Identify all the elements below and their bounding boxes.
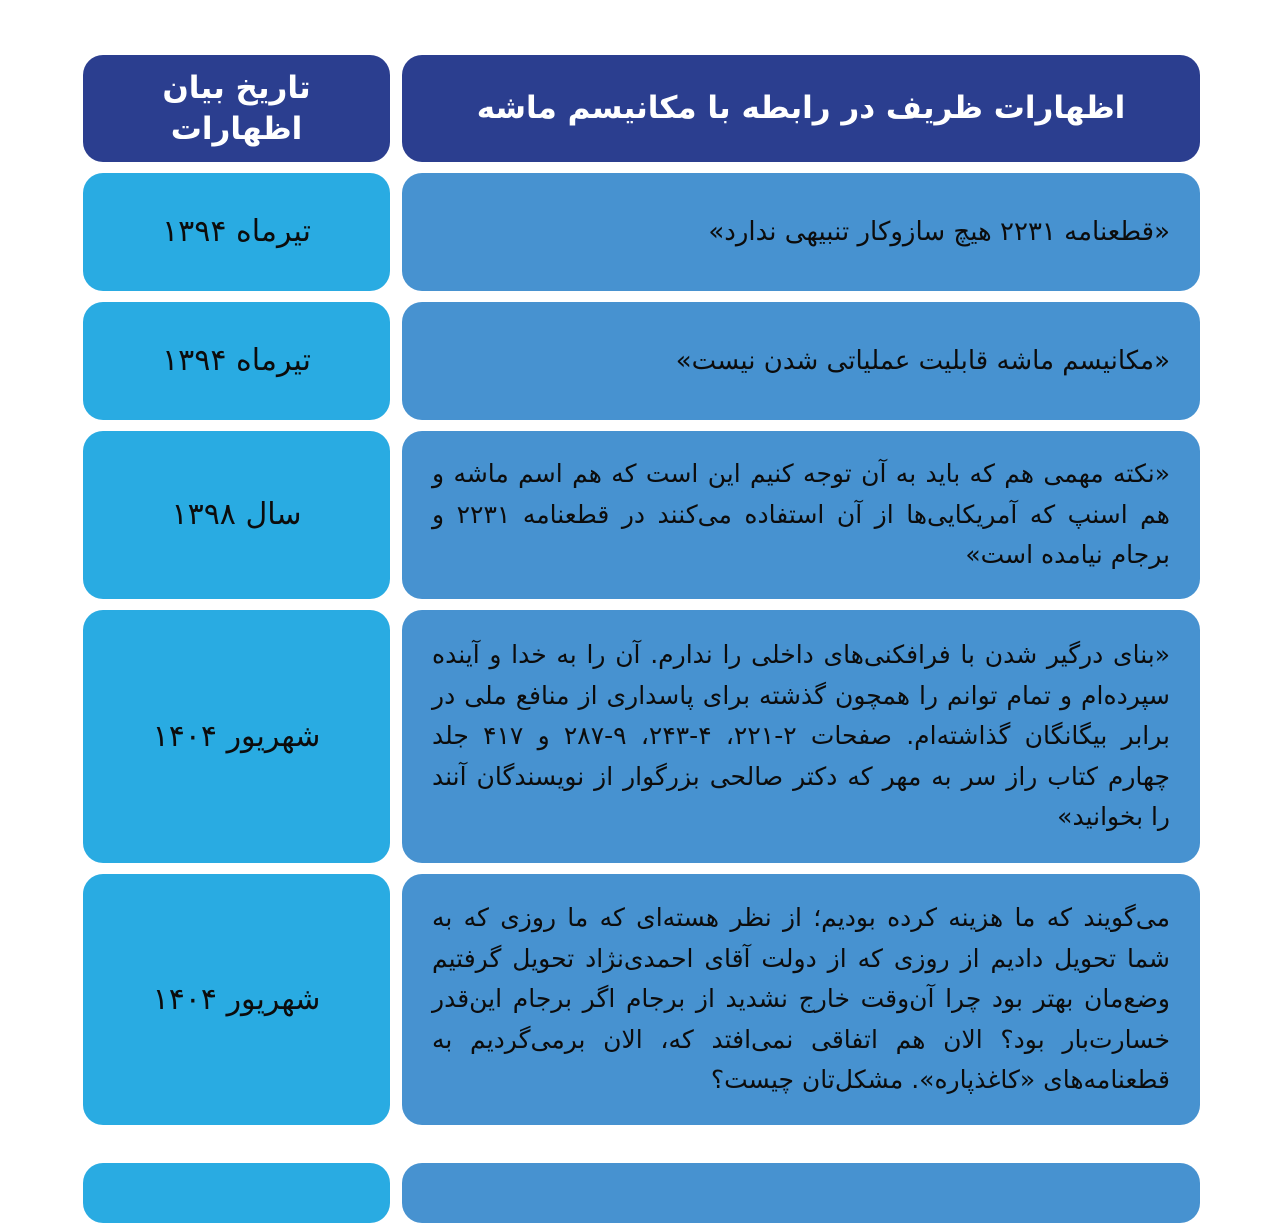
table-row — [83, 610, 1200, 863]
statement-cell — [402, 610, 1200, 863]
table-row — [83, 173, 1200, 291]
statement-cell — [402, 173, 1200, 291]
date-column-header-label: تاریخ بیان اظهارات — [162, 70, 311, 147]
statement-cell — [402, 302, 1200, 420]
table-row — [83, 302, 1200, 420]
statement-text: «بنای درگیر شدن با فرافکنی‌های داخلی را ندارم. آن را به خدا و آینده سپرده‌ام و تمام توانم را همچون گذشته برای پاسداری از منافع ملی در برابر بیگانگان گذاشته‌ام. صفحات ⁦۲۲۱-۲⁩، ⁦۲۴۳-۴⁩، ⁦۲۸۷-۹⁩ و ۴۱۷ جلد چهارم کتاب راز سر به مهر که دکتر صالحی بزرگوار از نویسندگان آنند را بخوانید» — [432, 640, 1170, 832]
statement-text: «نکته مهمی هم که باید به آن توجه کنیم این است که هم اسم ماشه و هم اسنپ که آمریکایی‌ها از آن استفاده می‌کنند در قطعنامه ۲۲۳۱ و برجام نیامده است» — [432, 459, 1170, 570]
date-cell — [83, 610, 390, 863]
date-column-header — [83, 55, 390, 162]
date-cell-clipped — [83, 1163, 390, 1223]
statements-column-header-label: اظهارات ظریف در رابطه با مکانیسم ماشه — [476, 90, 1126, 127]
statements-column-header — [402, 55, 1200, 162]
date-cell — [83, 302, 390, 420]
statement-text: «قطعنامه ۲۲۳۱ هیچ سازوکار تنبیهی ندارد» — [708, 216, 1170, 247]
date-cell — [83, 874, 390, 1125]
statement-text: می‌گویند که ما هزینه کرده بودیم؛ از نظر هسته‌ای که ما روزی که به شما تحویل دادیم از روزی که از دولت آقای احمدی‌نژاد تحویل گرفتیم وضع‌مان بهتر بود چرا آن‌وقت خارج نشدید از برجام اگر برجام این‌قدر خسارت‌بار بود؟ الان هم اتفاقی نمی‌افتد که، الان برمی‌گردیم به قطعنامه‌های «کاغذپاره». مشکل‌تان چیست؟ — [432, 903, 1170, 1095]
statement-cell-clipped — [402, 1163, 1200, 1223]
statements-table — [83, 55, 1200, 1223]
table-header-row — [83, 55, 1200, 162]
date-text: شهریور ۱۴۰۴ — [152, 981, 321, 1017]
date-cell — [83, 173, 390, 291]
statement-cell — [402, 874, 1200, 1125]
table-row — [83, 874, 1200, 1125]
date-cell — [83, 431, 390, 599]
date-text: شهریور ۱۴۰۴ — [152, 718, 321, 754]
table-row-clipped — [83, 1163, 1200, 1223]
statement-cell — [402, 431, 1200, 599]
table-row — [83, 431, 1200, 599]
date-text: تیرماه ۱۳۹۴ — [162, 214, 311, 249]
statement-text: «مکانیسم ماشه قابلیت عملیاتی شدن نیست» — [675, 345, 1170, 376]
date-text: تیرماه ۱۳۹۴ — [162, 343, 311, 378]
date-text: سال ۱۳۹۸ — [171, 497, 302, 532]
